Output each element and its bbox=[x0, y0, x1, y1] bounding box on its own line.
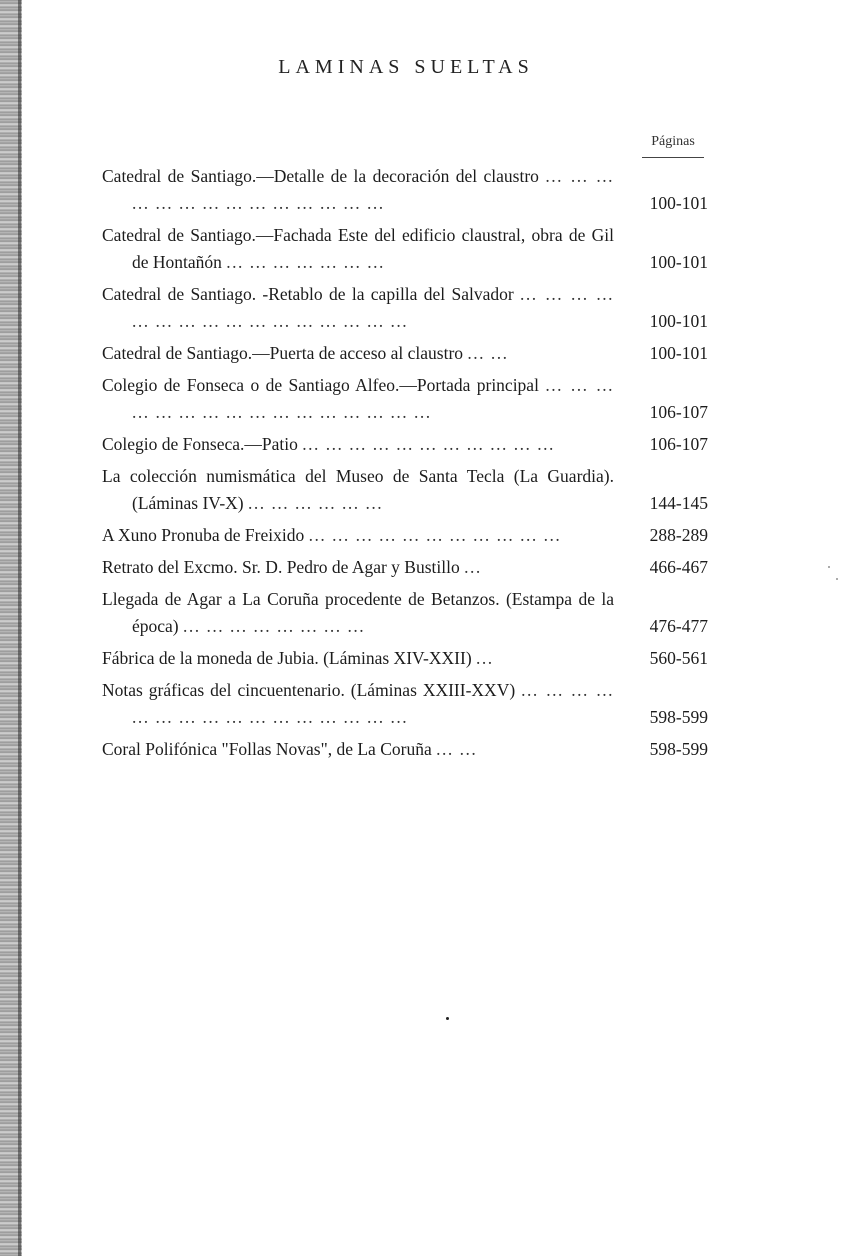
entry-pages: 144-145 bbox=[649, 493, 708, 513]
entry-title: A Xuno Pronuba de Freixido ... ... ... ... ... ... ... ... ... ... ... bbox=[102, 525, 562, 545]
entry-pages: 560-561 bbox=[649, 648, 708, 668]
dot-leader: ... ... ... ... ... ... ... ... ... ... ... bbox=[308, 525, 562, 545]
print-speck bbox=[836, 578, 838, 580]
dot-leader: ... ... bbox=[467, 343, 509, 363]
list-item bbox=[102, 163, 710, 217]
dot-leader: ... bbox=[464, 557, 482, 577]
list-item bbox=[102, 340, 710, 367]
page-spine-edge bbox=[18, 0, 21, 1256]
dot-leader: ... ... ... ... ... ... ... ... ... ... ... bbox=[302, 434, 555, 454]
entry-title: La colección numismática del Museo de Santa Tecla (La Guardia). (Láminas IV-X) ... ... ... ... ... ... bbox=[102, 466, 614, 513]
dot-leader: ... ... ... ... ... ... ... ... ... ... ... ... ... ... ... ... bbox=[132, 375, 615, 422]
entry-pages: 100-101 bbox=[649, 343, 708, 363]
dot-leader: ... ... ... ... ... ... ... ... ... ... ... ... ... ... bbox=[132, 166, 615, 213]
print-speck bbox=[446, 1017, 449, 1020]
entry-pages: 476-477 bbox=[649, 616, 708, 636]
plates-list bbox=[102, 163, 710, 768]
entry-pages: 100-101 bbox=[649, 252, 708, 272]
list-item bbox=[102, 222, 710, 276]
list-item bbox=[102, 736, 710, 763]
entry-title: Notas gráficas del cincuentenario. (Láminas XXIII-XXV) ... ... ... ... ... ... ... ... ... ... ... ... ... ... ... ... bbox=[102, 680, 615, 727]
list-item bbox=[102, 586, 710, 640]
entry-pages: 100-101 bbox=[649, 193, 708, 213]
dot-leader: ... bbox=[476, 648, 494, 668]
list-item bbox=[102, 554, 710, 581]
dot-leader: ... ... ... ... ... ... ... ... bbox=[183, 616, 366, 636]
dot-leader: ... ... ... ... ... ... ... ... ... ... ... ... ... ... ... ... bbox=[132, 284, 615, 331]
entry-title: Colegio de Fonseca o de Santiago Alfeo.—Portada principal ... ... ... ... ... ... ... ... ... ... ... ... ... ... ... ... bbox=[102, 375, 615, 422]
entry-pages: 106-107 bbox=[649, 402, 708, 422]
list-item bbox=[102, 281, 710, 335]
list-item bbox=[102, 431, 710, 458]
list-item bbox=[102, 463, 710, 517]
list-item bbox=[102, 645, 710, 672]
entry-pages: 598-599 bbox=[649, 739, 708, 759]
print-speck bbox=[828, 566, 830, 568]
entry-title: Retrato del Excmo. Sr. D. Pedro de Agar y Bustillo ... bbox=[102, 557, 482, 577]
entry-pages: 106-107 bbox=[649, 434, 708, 454]
entry-title: Coral Polifónica "Follas Novas", de La Coruña ... ... bbox=[102, 739, 478, 759]
entry-pages: 466-467 bbox=[649, 557, 708, 577]
list-item bbox=[102, 372, 710, 426]
entry-title: Catedral de Santiago.—Fachada Este del edificio claustral, obra de Gil de Hontañón ... ... ... ... ... ... ... bbox=[102, 225, 614, 272]
column-header-underline bbox=[642, 157, 704, 158]
list-item bbox=[102, 677, 710, 731]
entry-title: Catedral de Santiago.—Puerta de acceso al claustro ... ... bbox=[102, 343, 509, 363]
entry-title: Llegada de Agar a La Coruña procedente de Betanzos. (Estampa de la época) ... ... ... ... ... ... ... ... bbox=[102, 589, 614, 636]
entry-pages: 598-599 bbox=[649, 707, 708, 727]
dot-leader: ... ... ... ... ... ... ... bbox=[226, 252, 385, 272]
dot-leader: ... ... ... ... ... ... ... ... ... ... ... ... ... ... ... ... bbox=[132, 680, 615, 727]
entry-title: Fábrica de la moneda de Jubia. (Láminas XIV-XXII) ... bbox=[102, 648, 494, 668]
entry-pages: 100-101 bbox=[649, 311, 708, 331]
list-item bbox=[102, 522, 710, 549]
page-title: LAMINAS SUELTAS bbox=[278, 56, 534, 78]
dot-leader: ... ... bbox=[436, 739, 478, 759]
entry-title: Catedral de Santiago. -Retablo de la capilla del Salvador ... ... ... ... ... ... ... ... ... ... ... ... ... ... ... ... bbox=[102, 284, 615, 331]
entry-title: Colegio de Fonseca.—Patio ... ... ... ... ... ... ... ... ... ... ... bbox=[102, 434, 555, 454]
entry-title: Catedral de Santiago.—Detalle de la decoración del claustro ... ... ... ... ... ... ... ... ... ... ... ... ... ... bbox=[102, 166, 615, 213]
column-header-pages: Páginas bbox=[651, 134, 695, 149]
dot-leader: ... ... ... ... ... ... bbox=[248, 493, 384, 513]
entry-pages: 288-289 bbox=[649, 525, 708, 545]
